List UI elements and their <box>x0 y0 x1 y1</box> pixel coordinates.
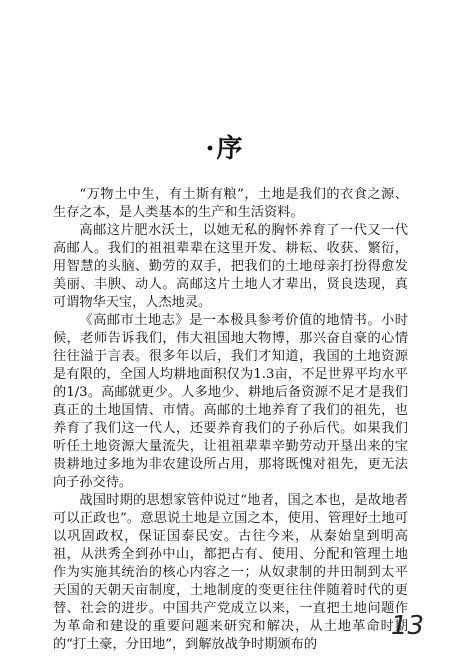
page-number: 13 <box>390 611 424 641</box>
paragraph: 战国时期的思想家管仲说过“地者，国之本也，是故地者可以正政也”。意思说土地是立国之本，使用、管理好土地可以巩固政权，保证国泰民安。古往今来，从秦始皇到明高祖，从洪秀全到孙中山，都把占有、使用、分配和管理土地作为实施其统治的核心内容之一；从奴隶制的井田制到太平天国的天朝天亩制度，土地制度的变更往往伴随着时代的更替、社会的进步。中国共产党成立以来，一直把土地问题作为革命和建设的重要问题来研究和解决，从土地革命时期的“打土豪，分田地”，到解放战争时期颁布的 <box>53 493 408 652</box>
paragraph: 《高邮市土地志》是一本极具参考价值的地情书。小时候，老师告诉我们，伟大祖国地大物博，那兴奋自豪的心情往往溢于言表。很多年以后，我们才知道，我国的土地资源是有限的，全国人均耕地面积仅为1.3亩，不足世界平均水平的1/3。高邮就更少。人多地少、耕地后备资源不足才是我们真正的土地国情、市情。高邮的土地养育了我们的祖先，也养育了我们这一代人，还要养育我们的子孙后代。如果我们听任土地资源大量流失，让祖祖辈辈辛勤劳动开垦出来的宝贵耕地过多地为非农建设所占用，那将既愧对祖先，更无法向子孙交待。 <box>53 313 408 490</box>
page-title: ·序 <box>205 134 245 164</box>
body-text <box>53 186 408 654</box>
paragraph: 高邮这片肥水沃土，以她无私的胸怀养育了一代又一代高邮人。我们的祖祖辈辈在这里开发、耕耘、收获、繁衍，用智慧的头脑、勤劳的双手，把我们的土地母亲打扮得愈发美丽、丰腴、动人。高邮这片土地人才辈出，贤良迭现，真可谓物华天宝，人杰地灵。 <box>53 223 408 310</box>
paragraph: “万物土中生，有土斯有粮”，土地是我们的衣食之源、生存之本，是人类基本的生产和生活资料。 <box>53 187 408 220</box>
